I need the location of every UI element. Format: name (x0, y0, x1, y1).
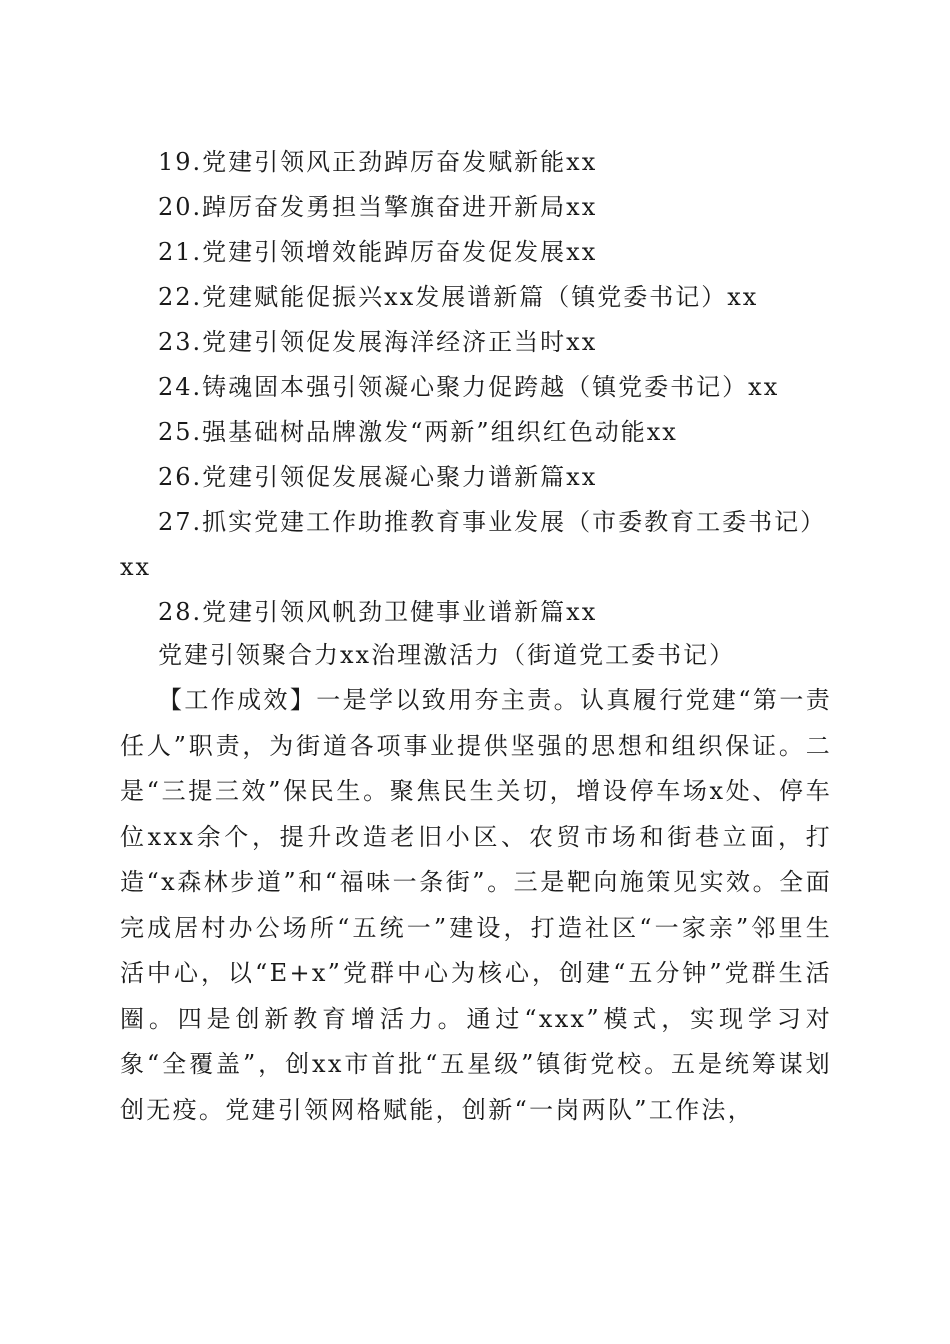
list-item-28: 28.党建引领风帆劲卫健事业谱新篇xx (158, 598, 598, 626)
list-item-21: 21.党建引领增效能踔厉奋发促发展xx (158, 238, 598, 266)
list-item-24: 24.铸魂固本强引领凝心聚力促跨越（镇党委书记）xx (158, 373, 780, 401)
list-item-27: 27.抓实党建工作助推教育事业发展（市委教育工委书记） (158, 508, 827, 536)
list-item-23: 23.党建引领促发展海洋经济正当时xx (158, 328, 598, 356)
list-item-22: 22.党建赋能促振兴xx发展谱新篇（镇党委书记）xx (158, 283, 759, 311)
list-item-27-continuation: xx (120, 553, 152, 581)
section-title: 党建引领聚合力xx治理激活力（街道党工委书记） (158, 641, 736, 669)
list-item-19: 19.党建引领风正劲踔厉奋发赋新能xx (158, 148, 598, 176)
list-item-20: 20.踔厉奋发勇担当擎旗奋进开新局xx (158, 193, 598, 221)
body-paragraph: 【工作成效】一是学以致用夯主责。认真履行党建“第一责任人”职责，为街道各项事业提供坚强的思想和组织保证。二是“三提三效”保民生。聚焦民生关切，增设停车场x处、停车位xxx余个，提升改造老旧小区、农贸市场和街巷立面，打造“x森林步道”和“福味一条街”。三是靶向施策见实效。全面完成居村办公场所“五统一”建设，打造社区“一家亲”邻里生活中心，以“E+x”党群中心为核心，创建“五分钟”党群生活圈。四是创新教育增活力。通过“xxx”模式，实现学习对象“全覆盖”，创xx市首批“五星级”镇街党校。五是统筹谋划创无疫。党建引领网格赋能，创新“一岗两队”工作法， (120, 686, 832, 1124)
list-item-26: 26.党建引领促发展凝心聚力谱新篇xx (158, 463, 598, 491)
list-item-25: 25.强基础树品牌激发“两新”组织红色动能xx (158, 418, 678, 446)
